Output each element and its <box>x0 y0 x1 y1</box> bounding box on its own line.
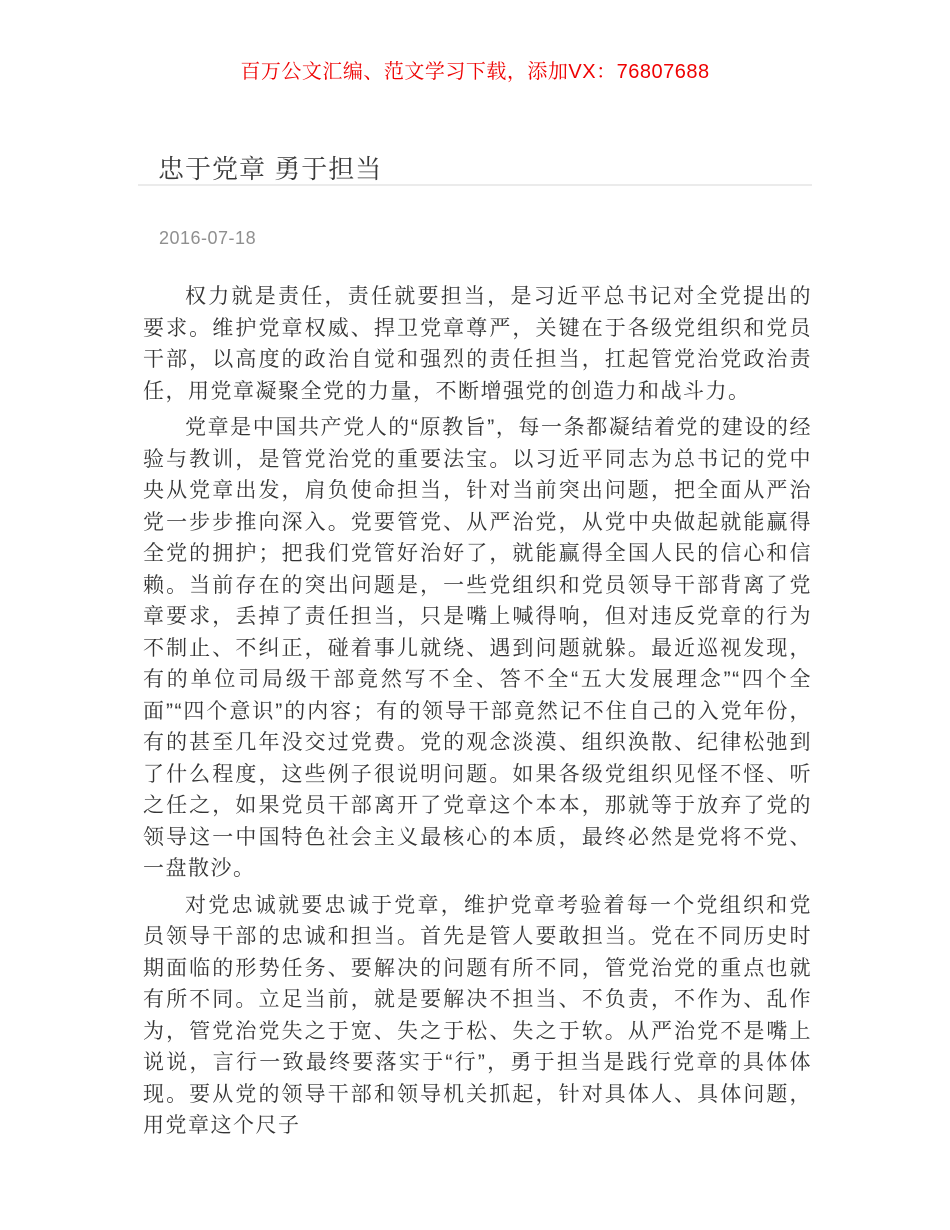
article-title: 忠于党章 勇于担当 <box>158 154 383 185</box>
promo-banner: 百万公文汇编、范文学习下载，添加VX：76807688 <box>240 61 710 83</box>
article-body <box>143 281 812 1147</box>
body-paragraph-3: 对党忠诚就要忠诚于党章，维护党章考验着每一个党组织和党员领导干部的忠诚和担当。首先是管人要敢担当。党在不同历史时期面临的形势任务、要解决的问题有所不同，管党治党的重点也就有所不同。立足当前，就是要解决不担当、不负责，不作为、乱作为，管党治党失之于宽、失之于松、失之于软。从严治党不是嘴上说说，言行一致最终要落实于“行”，勇于担当是践行党章的具体体现。要从党的领导干部和领导机关抓起，针对具体人、具体问题，用党章这个尺子 <box>143 893 812 1137</box>
body-paragraph-2: 党章是中国共产党人的“原教旨”，每一条都凝结着党的建设的经验与教训，是管党治党的重要法宝。以习近平同志为总书记的党中央从党章出发，肩负使命担当，针对当前突出问题，把全面从严治党一步步推向深入。党要管党、从严治党，从党中央做起就能赢得全党的拥护；把我们党管好治好了，就能赢得全国人民的信心和信赖。当前存在的突出问题是，一些党组织和党员领导干部背离了党章要求，丢掉了责任担当，只是嘴上喊得响，但对违反党章的行为不制止、不纠正，碰着事儿就绕、遇到问题就躲。最近巡视发现，有的单位司局级干部竟然写不全、答不全“五大发展理念”“四个全面”“四个意识”的内容；有的领导干部竟然记不住自己的入党年份，有的甚至几年没交过党费。党的观念淡漠、组织涣散、纪律松弛到了什么程度，这些例子很说明问题。如果各级党组织见怪不怪、听之任之，如果党员干部离开了党章这个本本，那就等于放弃了党的领导这一中国特色社会主义最核心的本质，最终必然是党将不党、一盘散沙。 <box>143 416 812 880</box>
body-paragraph-1: 权力就是责任，责任就要担当，是习近平总书记对全党提出的要求。维护党章权威、捍卫党章尊严，关键在于各级党组织和党员干部，以高度的政治自觉和强烈的责任担当，扛起管党治党政治责任，用党章凝聚全党的力量，不断增强党的创造力和战斗力。 <box>143 285 812 403</box>
article-date: 2016-07-18 <box>159 228 257 248</box>
title-divider <box>138 184 812 186</box>
